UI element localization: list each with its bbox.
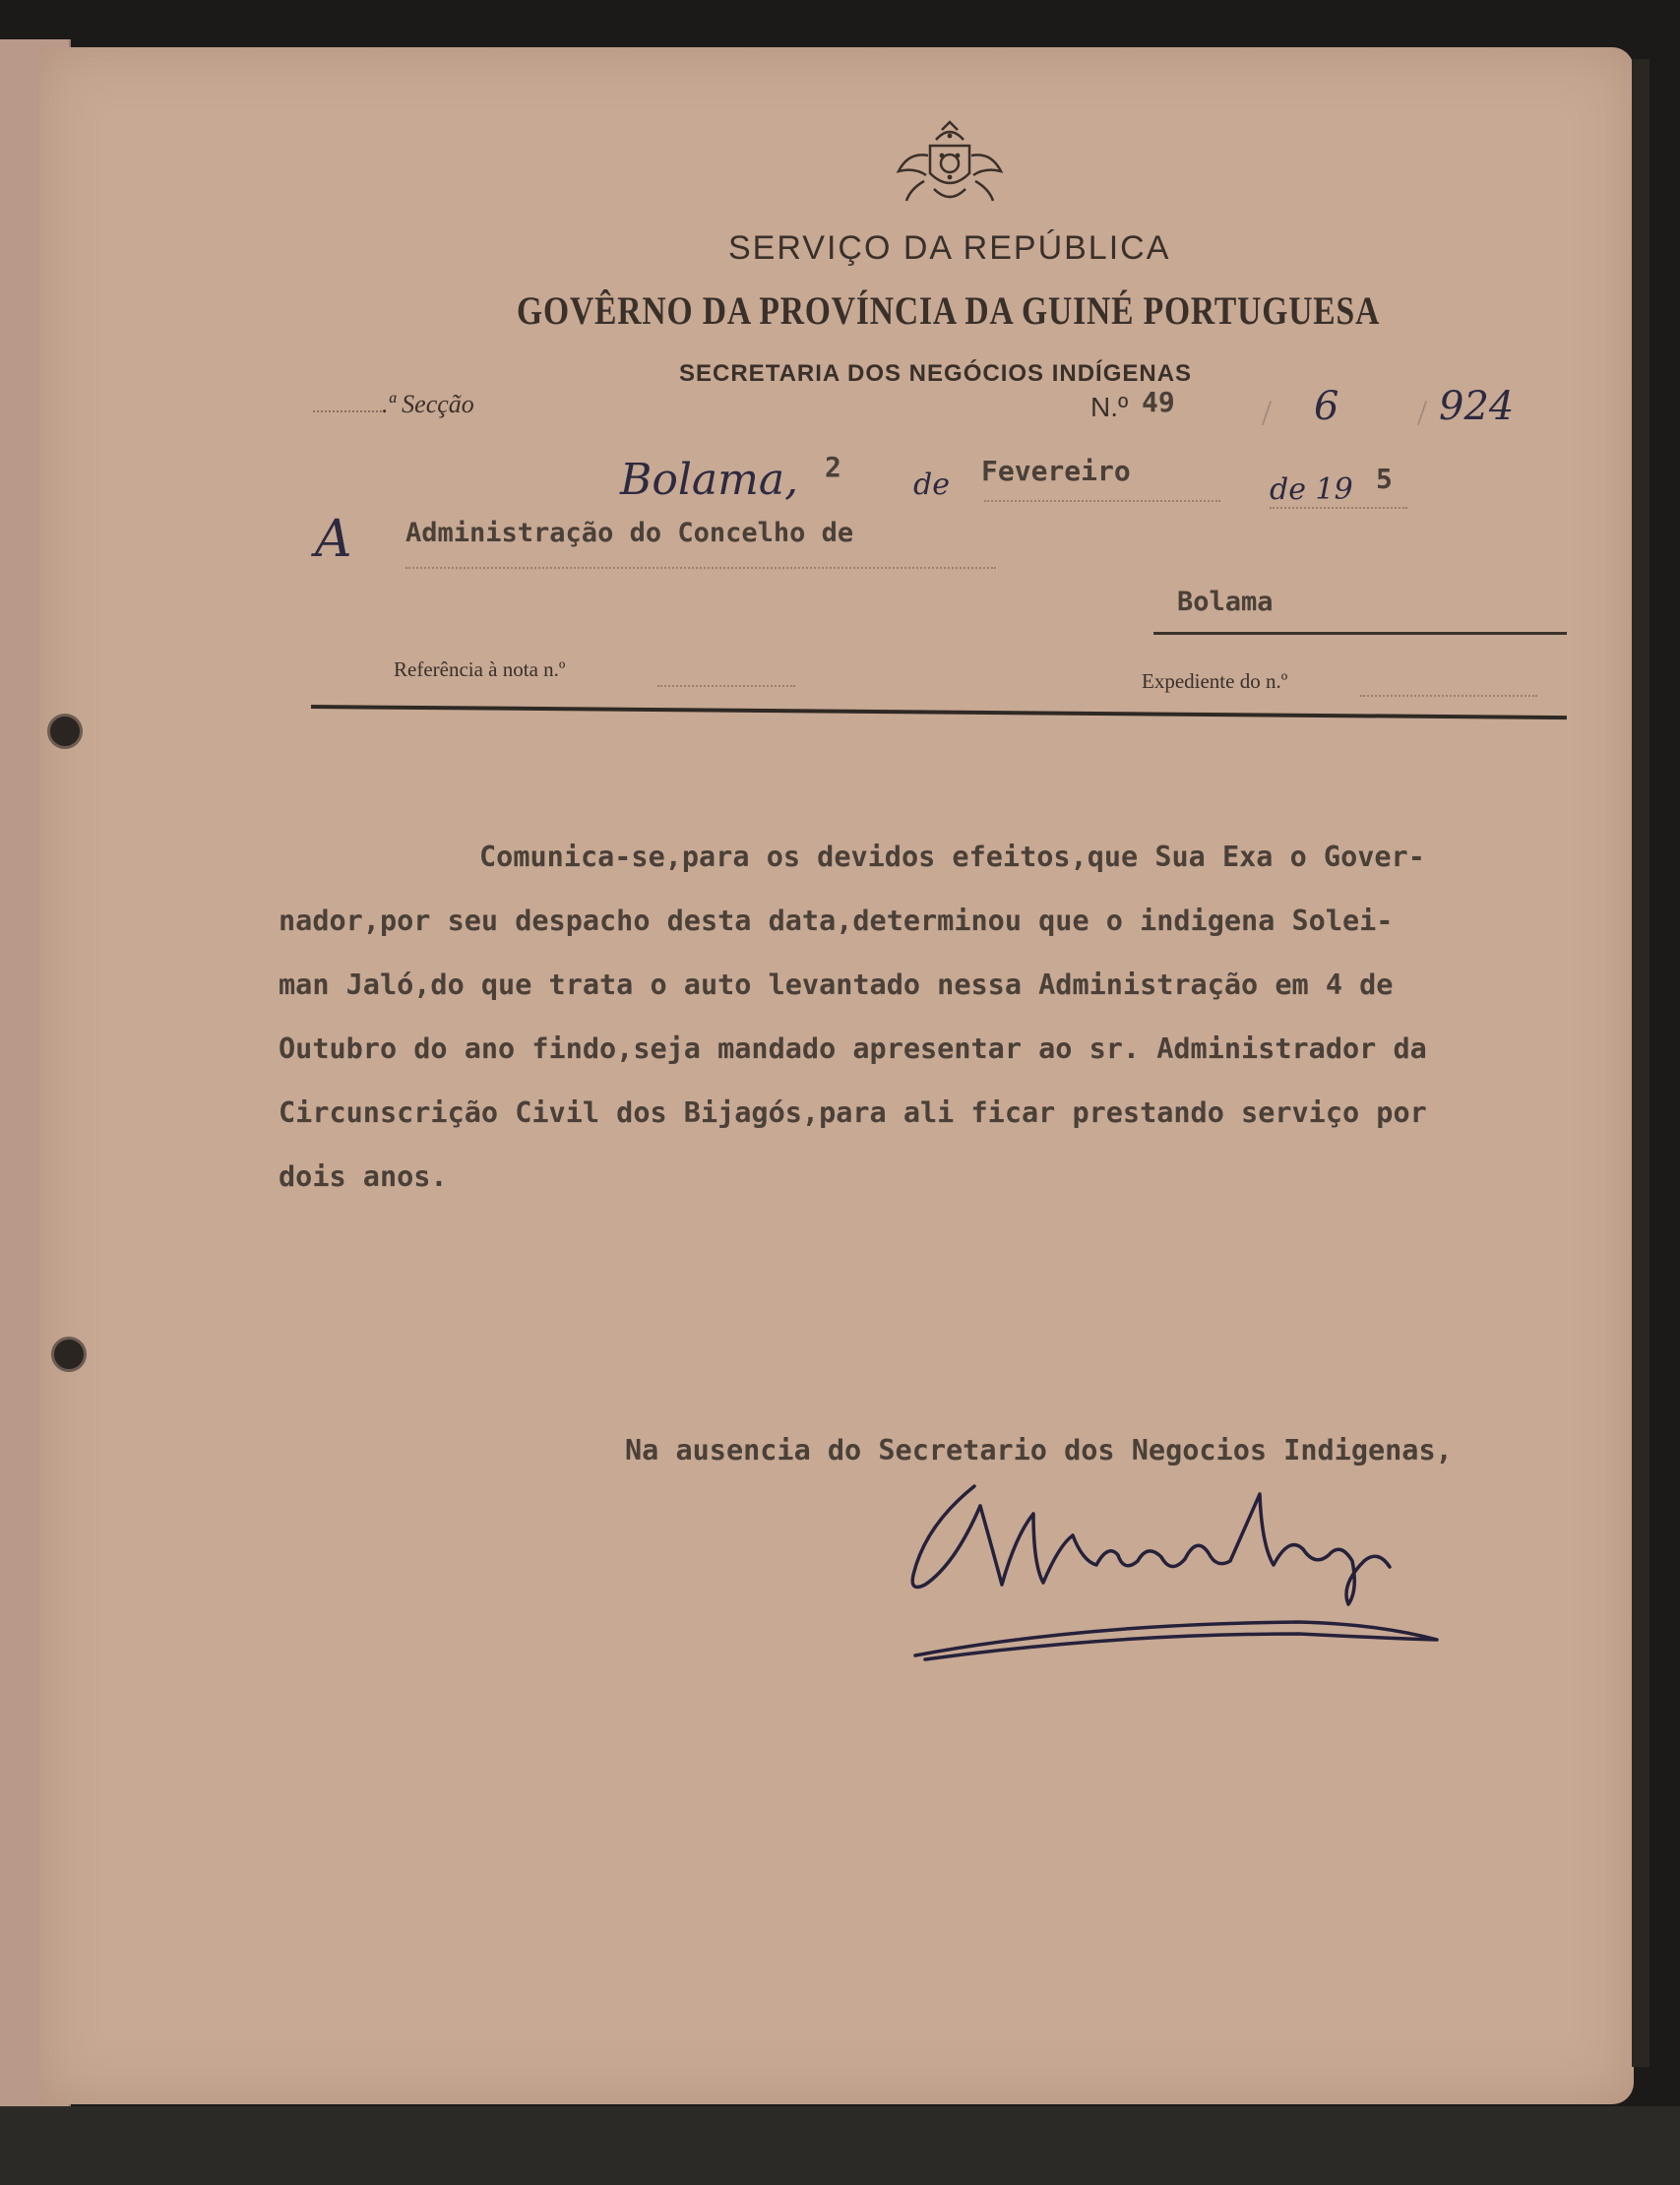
- body-line: Comunica-se,para os devidos efeitos,que Sua Exa o Gover-: [479, 841, 1425, 873]
- seccao-blank: [313, 391, 382, 412]
- numero-handwritten-year: 924: [1439, 384, 1515, 429]
- address-line: Administração do Concelho de: [405, 518, 854, 548]
- header-governo: GOVÊRNO DA PROVÍNCIA DA GUINÉ PORTUGUESA: [517, 288, 1381, 333]
- binder-ring-icon: [47, 714, 83, 749]
- header-servico: SERVIÇO DA REPÚBLICA: [728, 229, 1171, 267]
- handwritten-signature: [886, 1467, 1476, 1663]
- numero-handwritten: 6: [1314, 384, 1339, 429]
- numero-typed: 49: [1142, 386, 1175, 418]
- body-line: nador,por seu despacho desta data,determinou que o indigena Solei-: [279, 905, 1394, 937]
- dotted-line: [657, 685, 795, 687]
- dotted-line: [1360, 695, 1537, 697]
- body-line: dois anos.: [279, 1160, 448, 1193]
- dotted-line: [405, 567, 996, 569]
- numero-separator: /: [1417, 393, 1428, 432]
- date-month: Fevereiro: [981, 455, 1131, 487]
- header-secretaria: SECRETARIA DOS NEGÓCIOS INDÍGENAS: [679, 360, 1193, 387]
- body-line: Outubro do ano findo,seja mandado apresentar ao sr. Administrador da: [279, 1032, 1427, 1065]
- date-year-typed: 5: [1376, 463, 1393, 495]
- closing-line: Na ausencia do Secretario dos Negocios Indigenas,: [625, 1434, 1453, 1467]
- reference-label: Referência à nota n.º: [394, 657, 566, 681]
- scan-background: [0, 2106, 1680, 2185]
- seccao-text: .ª Secção: [382, 390, 474, 418]
- body-line: man Jaló,do que trata o auto levantado nessa Administração em 4 de: [279, 968, 1394, 1001]
- date-place: Bolama,: [620, 455, 799, 505]
- body-line: Circunscrição Civil dos Bijagós,para ali ficar prestando serviço por: [279, 1096, 1427, 1129]
- date-de: de: [913, 468, 950, 502]
- numero-label: N.º: [1090, 392, 1129, 422]
- letter-body: [279, 825, 1627, 1209]
- binder-ring-icon: [51, 1337, 87, 1372]
- coat-of-arms-icon: [891, 116, 1009, 210]
- dotted-line: [1270, 507, 1407, 509]
- numero-separator: /: [1262, 393, 1273, 432]
- date-de-year: de 19: [1270, 472, 1353, 507]
- expediente-label: Expediente do n.º: [1142, 669, 1288, 693]
- binder-edge: [1632, 59, 1649, 2067]
- seccao-label: [313, 390, 474, 419]
- address-prefix: A: [315, 510, 352, 569]
- date-day: 2: [825, 451, 841, 483]
- destination-rule: [1153, 632, 1567, 635]
- dotted-line: [984, 500, 1220, 502]
- address-destination: Bolama: [1177, 587, 1274, 617]
